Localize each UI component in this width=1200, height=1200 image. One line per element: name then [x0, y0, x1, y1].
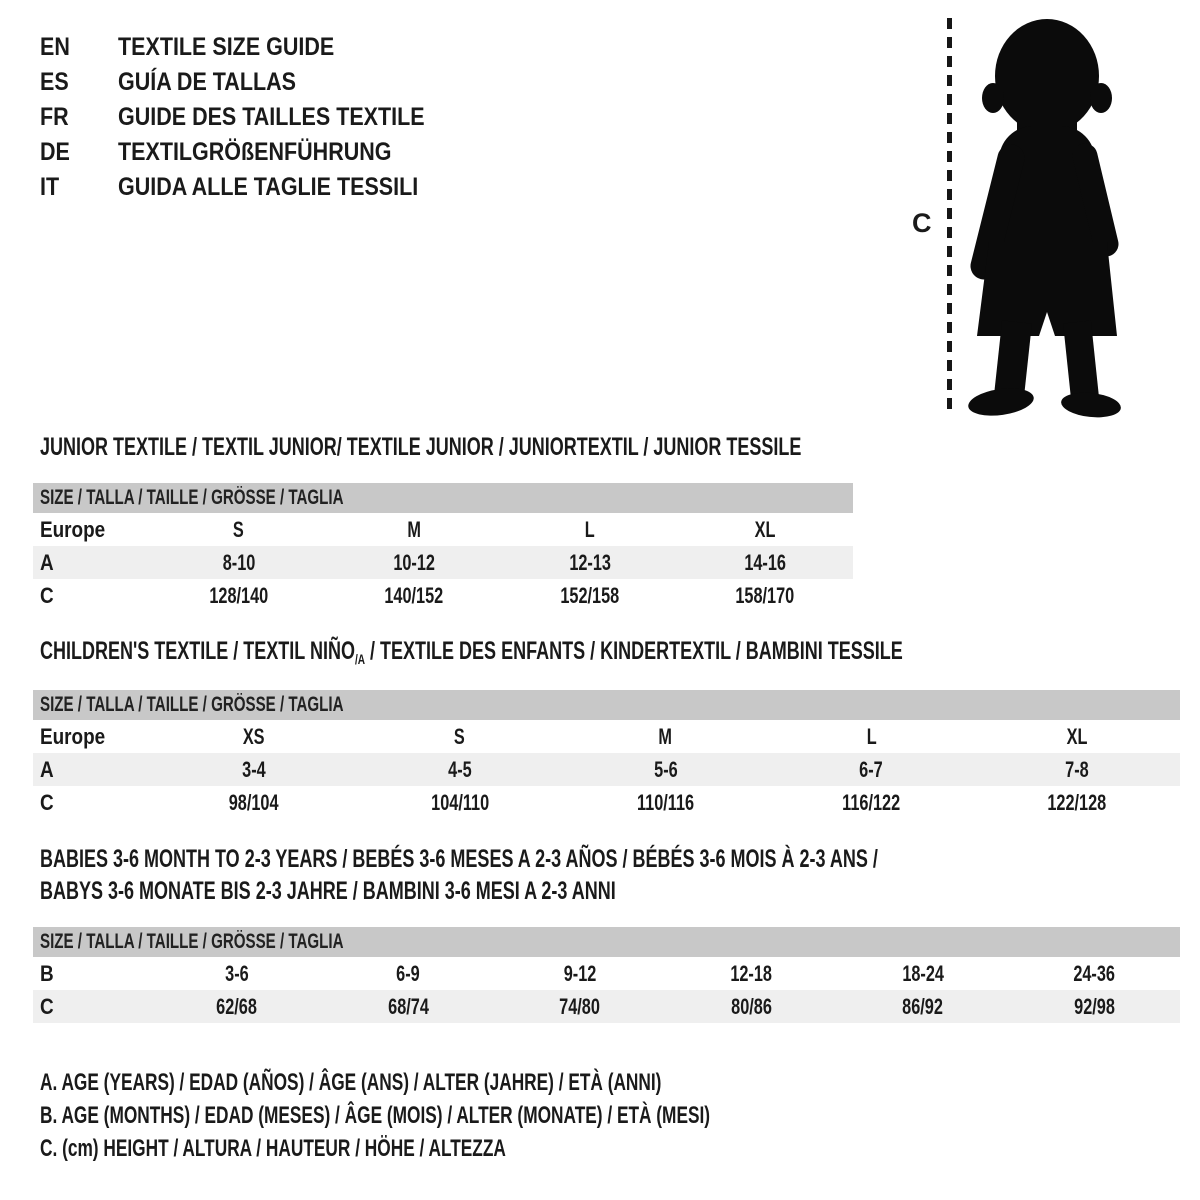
value-cell-text: 152/158 [560, 583, 620, 608]
row-label-text: Europe [40, 724, 106, 749]
row-label [33, 990, 151, 1023]
value-cell-text: 4-5 [447, 757, 472, 782]
size-cell-text: XL [754, 517, 776, 542]
value-cell [323, 957, 495, 990]
language-row-de [40, 139, 436, 166]
value-cell [678, 579, 854, 612]
size-cell-text: S [233, 517, 245, 542]
value-cell-text: 18-24 [901, 961, 944, 986]
value-cell-text: 6-9 [396, 961, 421, 986]
value-cell [837, 990, 1009, 1023]
language-row-es [40, 69, 325, 96]
value-cell-text: 3-4 [242, 757, 266, 782]
row-label-text: B [40, 961, 54, 986]
value-cell-text: 14-16 [744, 550, 787, 575]
legend-line-b-text: B. AGE (MONTHS) / EDAD (MESES) / ÂGE (MOIS) / ALTER (MONATE) / ETÀ (MESI) [40, 1102, 711, 1129]
size-header-bar [33, 483, 853, 513]
junior-row-age-years [33, 546, 853, 579]
value-cell [151, 786, 357, 819]
language-row-it [40, 174, 467, 201]
value-cell-text: 24-36 [1073, 961, 1116, 986]
height-measure-dashed-line [947, 18, 952, 416]
value-cell [357, 753, 563, 786]
row-label [33, 786, 151, 819]
junior-size-table [33, 483, 853, 612]
size-cell-text: M [658, 724, 673, 749]
row-label [33, 546, 151, 579]
row-label [33, 720, 151, 753]
row-label-text: A [40, 550, 54, 575]
value-cell-text: 62/68 [216, 994, 258, 1019]
language-row-en [40, 34, 369, 61]
size-header-label: SIZE / TALLA / TAILLE / GRÖSSE / TAGLIA [40, 486, 344, 509]
row-label [33, 513, 151, 546]
value-cell [768, 786, 974, 819]
value-cell [494, 990, 666, 1023]
value-cell [151, 957, 323, 990]
babies-section-title-text2: BABYS 3-6 MONATE BIS 2-3 JAHRE / BAMBINI 3-6 MESI A 2-3 ANNI [40, 877, 616, 905]
toddler-silhouette [957, 16, 1141, 420]
children-row-height-cm [33, 786, 1180, 819]
language-code [40, 104, 118, 131]
value-cell [1009, 957, 1181, 990]
value-cell-text: 9-12 [563, 961, 597, 986]
size-cell [327, 513, 503, 546]
value-cell-text: 110/116 [636, 790, 695, 815]
legend-line-c-text: C. (cm) HEIGHT / ALTURA / HAUTEUR / HÖHE / ALTEZZA [40, 1135, 506, 1162]
value-cell [494, 957, 666, 990]
value-cell [666, 957, 838, 990]
size-cell [502, 513, 678, 546]
value-cell-text: 3-6 [224, 961, 249, 986]
children-section-title-text [40, 638, 903, 673]
value-cell [151, 546, 327, 579]
value-cell [502, 546, 678, 579]
value-cell [1009, 990, 1181, 1023]
value-cell-text: 74/80 [559, 994, 601, 1019]
babies-section-title-line1 [40, 846, 1200, 873]
language-row-fr [40, 104, 475, 131]
row-label [33, 579, 151, 612]
value-cell [357, 786, 563, 819]
language-code [40, 139, 118, 166]
row-label-text: Europe [40, 517, 106, 542]
language-code-text: FR [40, 103, 69, 131]
value-cell-text: 158/170 [735, 583, 795, 608]
value-cell-text: 10-12 [393, 550, 436, 575]
language-title: GUÍA DE TALLAS [118, 68, 296, 96]
babies-size-table [33, 927, 1180, 1023]
legend-line-b [40, 1103, 971, 1129]
value-cell-text: 80/86 [730, 994, 772, 1019]
row-label-text: C [40, 583, 54, 608]
value-cell [151, 753, 357, 786]
value-cell-text: 7-8 [1065, 757, 1089, 782]
value-cell-text: 86/92 [902, 994, 944, 1019]
value-cell [837, 957, 1009, 990]
value-cell-text: 116/122 [842, 790, 901, 815]
size-header-bar [33, 927, 1180, 957]
size-cell [357, 720, 563, 753]
size-cell-text: XS [243, 724, 265, 749]
value-cell-text: 128/140 [209, 583, 269, 608]
junior-row-europe [33, 513, 853, 546]
measure-label-c: C [912, 208, 932, 238]
row-label [33, 753, 151, 786]
language-code [40, 34, 118, 61]
junior-row-height-cm [33, 579, 853, 612]
value-cell-text: 98/104 [228, 790, 279, 815]
legend-line-a [40, 1070, 903, 1096]
value-cell [666, 990, 838, 1023]
value-cell [502, 579, 678, 612]
size-cell-text: S [454, 724, 466, 749]
language-title: TEXTILGRÖßENFÜHRUNG [118, 138, 392, 166]
value-cell [974, 753, 1180, 786]
value-cell-text: 68/74 [387, 994, 429, 1019]
size-header-label: SIZE / TALLA / TAILLE / GRÖSSE / TAGLIA [40, 930, 344, 953]
title-pre: CHILDREN'S TEXTILE / TEXTIL NIÑO [40, 637, 355, 665]
language-title: GUIDA ALLE TAGLIE TESSILI [118, 173, 419, 201]
size-cell-text: L [584, 517, 595, 542]
children-row-age-years [33, 753, 1180, 786]
language-code-text: DE [40, 138, 70, 166]
value-cell-text: 12-18 [730, 961, 773, 986]
value-cell [974, 786, 1180, 819]
size-cell [678, 513, 854, 546]
value-cell [678, 546, 854, 579]
value-cell-text: 104/110 [430, 790, 489, 815]
value-cell [327, 546, 503, 579]
value-cell [323, 990, 495, 1023]
value-cell-text: 8-10 [222, 550, 256, 575]
babies-section-title-line2 [40, 878, 840, 905]
size-cell [768, 720, 974, 753]
title-subscript: /A [354, 651, 366, 667]
size-cell-text: M [407, 517, 422, 542]
row-label [33, 957, 151, 990]
babies-section-title-text1: BABIES 3-6 MONTH TO 2-3 YEARS / BEBÉS 3-6 MESES A 2-3 AÑOS / BÉBÉS 3-6 MOIS À 2-3 ANS / [40, 845, 878, 873]
title-post: / TEXTILE DES ENFANTS / KINDERTEXTIL / BAMBINI TESSILE [365, 637, 903, 665]
language-code-text: ES [40, 68, 69, 96]
value-cell-text: 140/152 [384, 583, 444, 608]
babies-row-age-months [33, 957, 1180, 990]
value-cell-text: 5-6 [653, 757, 678, 782]
junior-section-title [40, 434, 1098, 461]
junior-section-title-text: JUNIOR TEXTILE / TEXTIL JUNIOR/ TEXTILE JUNIOR / JUNIORTEXTIL / JUNIOR TESSILE [40, 433, 802, 461]
row-label-text: C [40, 994, 54, 1019]
language-title: GUIDE DES TAILLES TEXTILE [118, 103, 425, 131]
value-cell [327, 579, 503, 612]
size-cell-text: L [866, 724, 877, 749]
size-cell [563, 720, 769, 753]
row-label-text: A [40, 757, 54, 782]
size-cell [151, 720, 357, 753]
language-code [40, 174, 118, 201]
size-header-label: SIZE / TALLA / TAILLE / GRÖSSE / TAGLIA [40, 693, 344, 716]
size-cell [974, 720, 1180, 753]
value-cell [563, 786, 769, 819]
size-header-bar [33, 690, 1180, 720]
language-title: TEXTILE SIZE GUIDE [118, 33, 335, 61]
size-cell-text: XL [1066, 724, 1088, 749]
babies-row-height-cm [33, 990, 1180, 1023]
legend-line-c [40, 1136, 687, 1162]
children-section-title [40, 638, 1200, 673]
value-cell-text: 92/98 [1073, 994, 1115, 1019]
legend-line-a-text: A. AGE (YEARS) / EDAD (AÑOS) / ÂGE (ANS) / ALTER (JAHRE) / ETÀ (ANNI) [40, 1069, 662, 1096]
value-cell-text: 122/128 [1047, 790, 1107, 815]
value-cell-text: 12-13 [568, 550, 611, 575]
language-code-text: IT [40, 173, 60, 201]
value-cell-text: 6-7 [859, 757, 884, 782]
row-label-text: C [40, 790, 54, 815]
children-size-table [33, 690, 1180, 819]
value-cell [563, 753, 769, 786]
size-cell [151, 513, 327, 546]
value-cell [151, 990, 323, 1023]
children-row-europe [33, 720, 1180, 753]
value-cell [768, 753, 974, 786]
language-code [40, 69, 118, 96]
value-cell [151, 579, 327, 612]
language-code-text: EN [40, 33, 70, 61]
